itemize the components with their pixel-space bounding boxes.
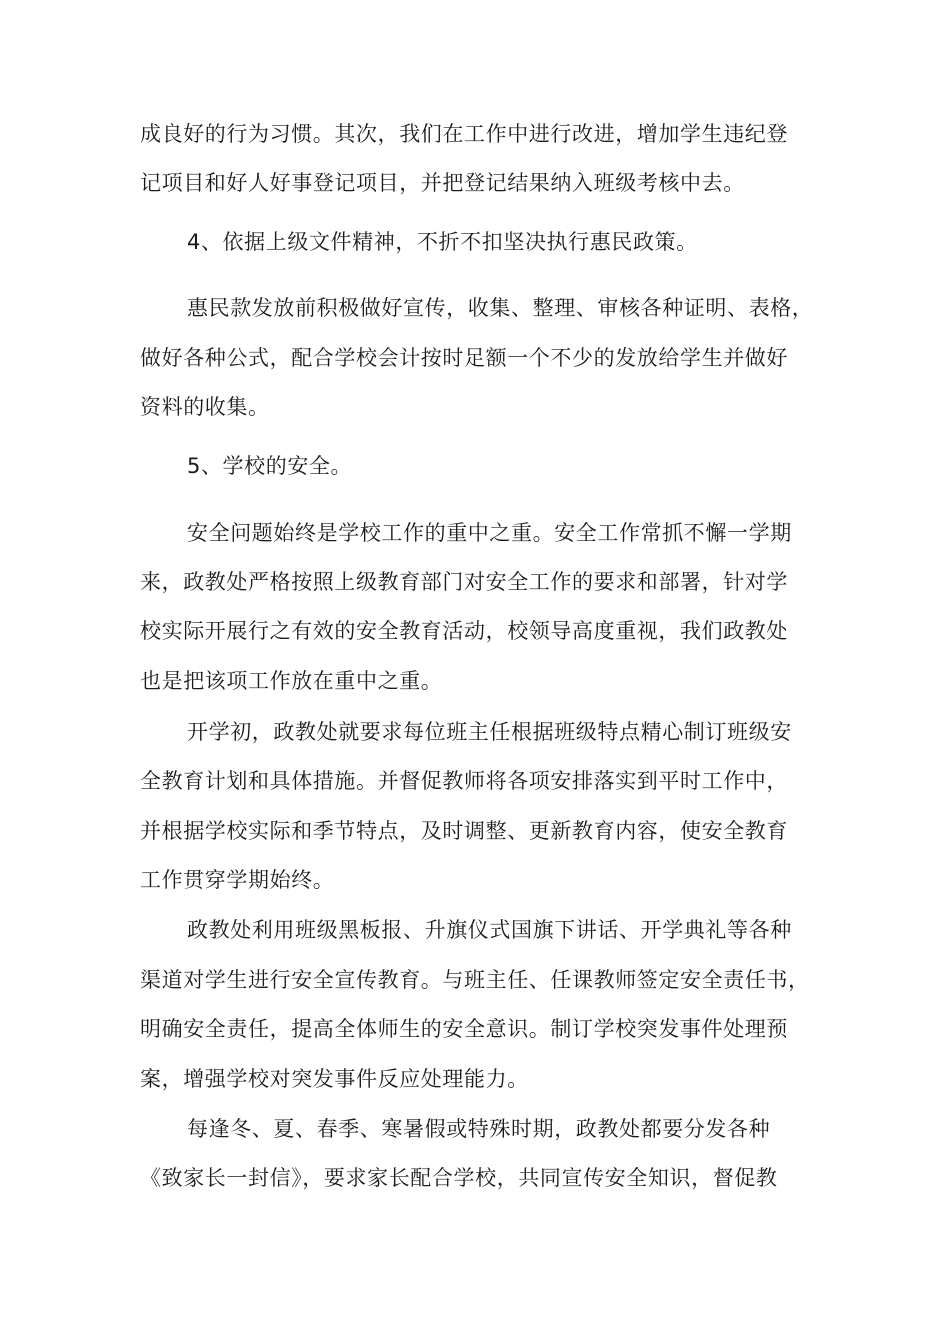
text-line: 案，增强学校对突发事件反应处理能力。 — [140, 1067, 529, 1091]
text-line: 成良好的行为习惯。其次，我们在工作中进行改进，增加学生违纪登 — [140, 122, 788, 146]
text-line: 明确安全责任，提高全体师生的安全意识。制订学校突发事件处理预 — [140, 1017, 788, 1041]
text-line: 来，政教处严格按照上级教育部门对安全工作的要求和部署，针对学 — [140, 570, 788, 594]
text-line: 渠道对学生进行安全宣传教育。与班主任、任课教师签定安全责任书， — [140, 968, 810, 992]
text-line: 《致家长一封信》，要求家长配合学校，共同宣传安全知识，督促教 — [140, 1166, 778, 1190]
text-line: 并根据学校实际和季节特点，及时调整、更新教育内容，使安全教育 — [140, 819, 788, 843]
text-line: 安全问题始终是学校工作的重中之重。安全工作常抓不懈一学期 — [187, 521, 792, 545]
text-line: 也是把该项工作放在重中之重。 — [140, 669, 443, 693]
text-line: 做好各种公式，配合学校会计按时足额一个不少的发放给学生并做好 — [140, 346, 788, 370]
text-line: 开学初，政教处就要求每位班主任根据班级特点精心制订班级安 — [187, 720, 792, 744]
text-line: 校实际开展行之有效的安全教育活动，校领导高度重视，我们政教处 — [140, 619, 788, 643]
text-line: 惠民款发放前积极做好宣传，收集、整理、审核各种证明、表格， — [187, 296, 814, 320]
text-line: 工作贯穿学期始终。 — [140, 868, 335, 892]
section-heading: 4、依据上级文件精神，不折不扣坚决执行惠民政策。 — [187, 230, 698, 254]
text-line: 政教处利用班级黑板报、升旗仪式国旗下讲话、开学典礼等各种 — [187, 918, 792, 942]
text-line: 资料的收集。 — [140, 395, 270, 419]
section-heading: 5、学校的安全。 — [187, 454, 353, 478]
text-line: 全教育计划和具体措施。并督促教师将各项安排落实到平时工作中， — [140, 769, 788, 793]
text-line: 每逢冬、夏、春季、寒暑假或特殊时期，政教处都要分发各种 — [187, 1117, 771, 1141]
text-line: 记项目和好人好事登记项目，并把登记结果纳入班级考核中去。 — [140, 171, 745, 195]
